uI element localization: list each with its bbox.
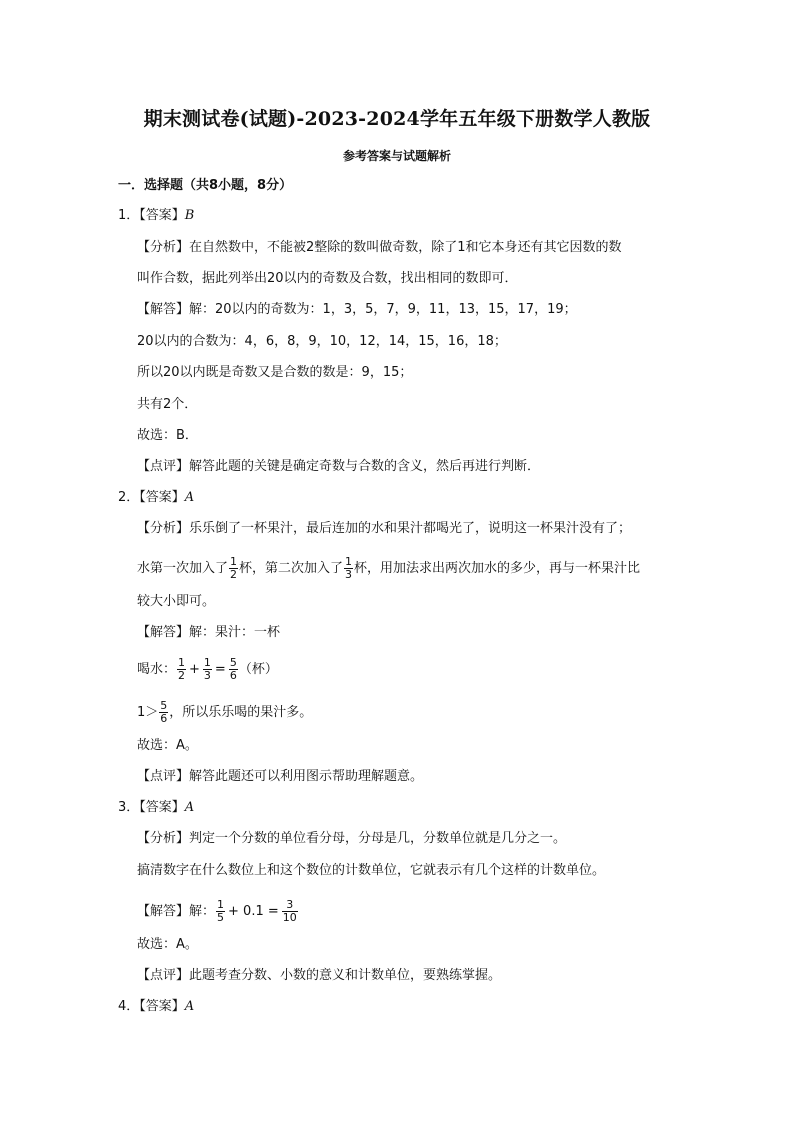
analysis-label: 【分析】 bbox=[137, 831, 190, 846]
plus-sign: + bbox=[189, 662, 200, 677]
q3-comment-text: 此题考查分数、小数的意义和计数单位，要熟练掌握。 bbox=[189, 968, 502, 983]
solution-label: 【解答】 bbox=[137, 302, 190, 317]
q3-answer-line bbox=[118, 799, 194, 817]
solution-label: 【解答】 bbox=[137, 625, 190, 640]
q3-number: 3． bbox=[118, 800, 140, 815]
q1-solution-text-3: 所以20以内既是奇数又是合数的数是：9，15； bbox=[137, 365, 413, 380]
analysis-label: 【分析】 bbox=[137, 240, 190, 255]
equals-sign: = bbox=[214, 662, 226, 677]
q1-comment-text: 解答此题的关键是确定奇数与合数的含义，然后再进行判断． bbox=[189, 459, 541, 474]
q2-choice: A bbox=[184, 490, 195, 505]
q1-solution-text-2: 20以内的合数为：4，6，8，9，10，12，14，15，16，18； bbox=[137, 334, 507, 349]
comment-label: 【点评】 bbox=[137, 769, 190, 784]
analysis-label: 【分析】 bbox=[137, 521, 190, 536]
q4-answer-line bbox=[118, 998, 194, 1016]
page-title: 期末测试卷(试题)-2023-2024学年五年级下册数学人教版 bbox=[143, 108, 651, 130]
q3-analysis-text: 判定一个分数的单位看分母，分母是几，分数单位就是几分之一。 bbox=[189, 831, 567, 846]
q2-comment-text: 解答此题还可以利用图示帮助理解题意。 bbox=[189, 769, 424, 784]
q2-solution-text: 解：果汁：一杯 bbox=[189, 625, 281, 640]
q2-analysis-line bbox=[137, 520, 631, 538]
fraction: $\frac{3}{10}$ bbox=[282, 898, 297, 924]
q3-selection: 故选：A。 bbox=[137, 937, 198, 952]
q4-number: 4． bbox=[118, 999, 140, 1014]
q3-analysis-text-2: 搞清数字在什么数位上和这个数位的计数单位，它就表示有几个这样的计数单位。 bbox=[137, 863, 606, 878]
q2-analysis-line-2 bbox=[137, 556, 640, 581]
comment-label: 【点评】 bbox=[137, 459, 190, 474]
q1-solution-text-4: 共有2个． bbox=[137, 397, 198, 412]
q2-solution-line bbox=[137, 624, 280, 642]
drink-label: 喝水： bbox=[137, 662, 177, 677]
fraction: $\frac{1}{3}$ bbox=[203, 656, 211, 682]
q1-analysis-text-2: 叫作合数，据此列举出20以内的奇数及合数，找出相同的数即可． bbox=[137, 271, 518, 286]
unit-text: （杯） bbox=[238, 662, 278, 677]
page-subtitle: 参考答案与试题解析 bbox=[342, 149, 451, 163]
q3-comment-line bbox=[137, 967, 501, 985]
solution-label: 【解答】 bbox=[137, 904, 190, 919]
answer-label: 【答案】 bbox=[139, 208, 185, 223]
q2-equation bbox=[137, 657, 278, 682]
fraction: $\frac{1}{5}$ bbox=[217, 898, 225, 924]
q2-analysis-text-2c: 杯，用加法求出两次加水的多少，再与一杯果汁比 bbox=[354, 561, 641, 576]
q2-analysis-text: 乐乐倒了一杯果汁，最后连加的水和果汁都喝光了，说明这一杯果汁没有了； bbox=[189, 521, 632, 536]
q1-analysis-line bbox=[137, 239, 622, 257]
q1-analysis-text: 在自然数中，不能被2整除的数叫做奇数，除了1和它本身还有其它因数的数 bbox=[189, 240, 622, 255]
q3-analysis-line bbox=[137, 830, 566, 848]
q2-comparison bbox=[137, 700, 312, 725]
q4-choice: A bbox=[184, 999, 195, 1014]
solution-prefix: 解： bbox=[189, 904, 216, 919]
answer-label: 【答案】 bbox=[139, 999, 185, 1014]
equation-middle: + 0.1 = bbox=[228, 904, 279, 919]
q2-analysis-text-2a: 水第一次加入了 bbox=[137, 561, 229, 576]
fraction: $\frac{5}{6}$ bbox=[160, 699, 168, 725]
q2-number: 2． bbox=[118, 490, 140, 505]
q2-comment-line bbox=[137, 768, 423, 786]
section-heading: 一．选择题（共8小题，8分） bbox=[118, 178, 293, 193]
q2-answer-line bbox=[118, 489, 194, 507]
comparison-left: 1＞ bbox=[137, 705, 159, 720]
answer-label: 【答案】 bbox=[139, 800, 185, 815]
q1-comment-line bbox=[137, 458, 540, 476]
q2-analysis-text-3: 较大小即可。 bbox=[137, 594, 216, 609]
comment-label: 【点评】 bbox=[137, 968, 190, 983]
q2-analysis-text-2b: 杯，第二次加入了 bbox=[239, 561, 344, 576]
comparison-rest: ，所以乐乐喝的果汁多。 bbox=[169, 705, 313, 720]
q1-answer-line bbox=[118, 207, 194, 225]
answer-label: 【答案】 bbox=[139, 490, 185, 505]
q1-choice: B bbox=[184, 208, 195, 223]
fraction: $\frac{5}{6}$ bbox=[229, 656, 237, 682]
fraction: $\frac{1}{2}$ bbox=[178, 656, 186, 682]
q2-selection: 故选：A。 bbox=[137, 738, 198, 753]
fraction: $\frac{1}{3}$ bbox=[345, 555, 353, 581]
fraction: $\frac{1}{2}$ bbox=[230, 555, 238, 581]
q1-solution-text: 解：20以内的奇数为：1，3，5，7，9，11，13，15，17，19； bbox=[189, 302, 577, 317]
q1-solution-line bbox=[137, 301, 577, 319]
q3-choice: A bbox=[184, 800, 195, 815]
q1-number: 1． bbox=[118, 208, 140, 223]
q3-solution-line bbox=[137, 899, 299, 924]
q1-selection: 故选：B． bbox=[137, 428, 198, 443]
